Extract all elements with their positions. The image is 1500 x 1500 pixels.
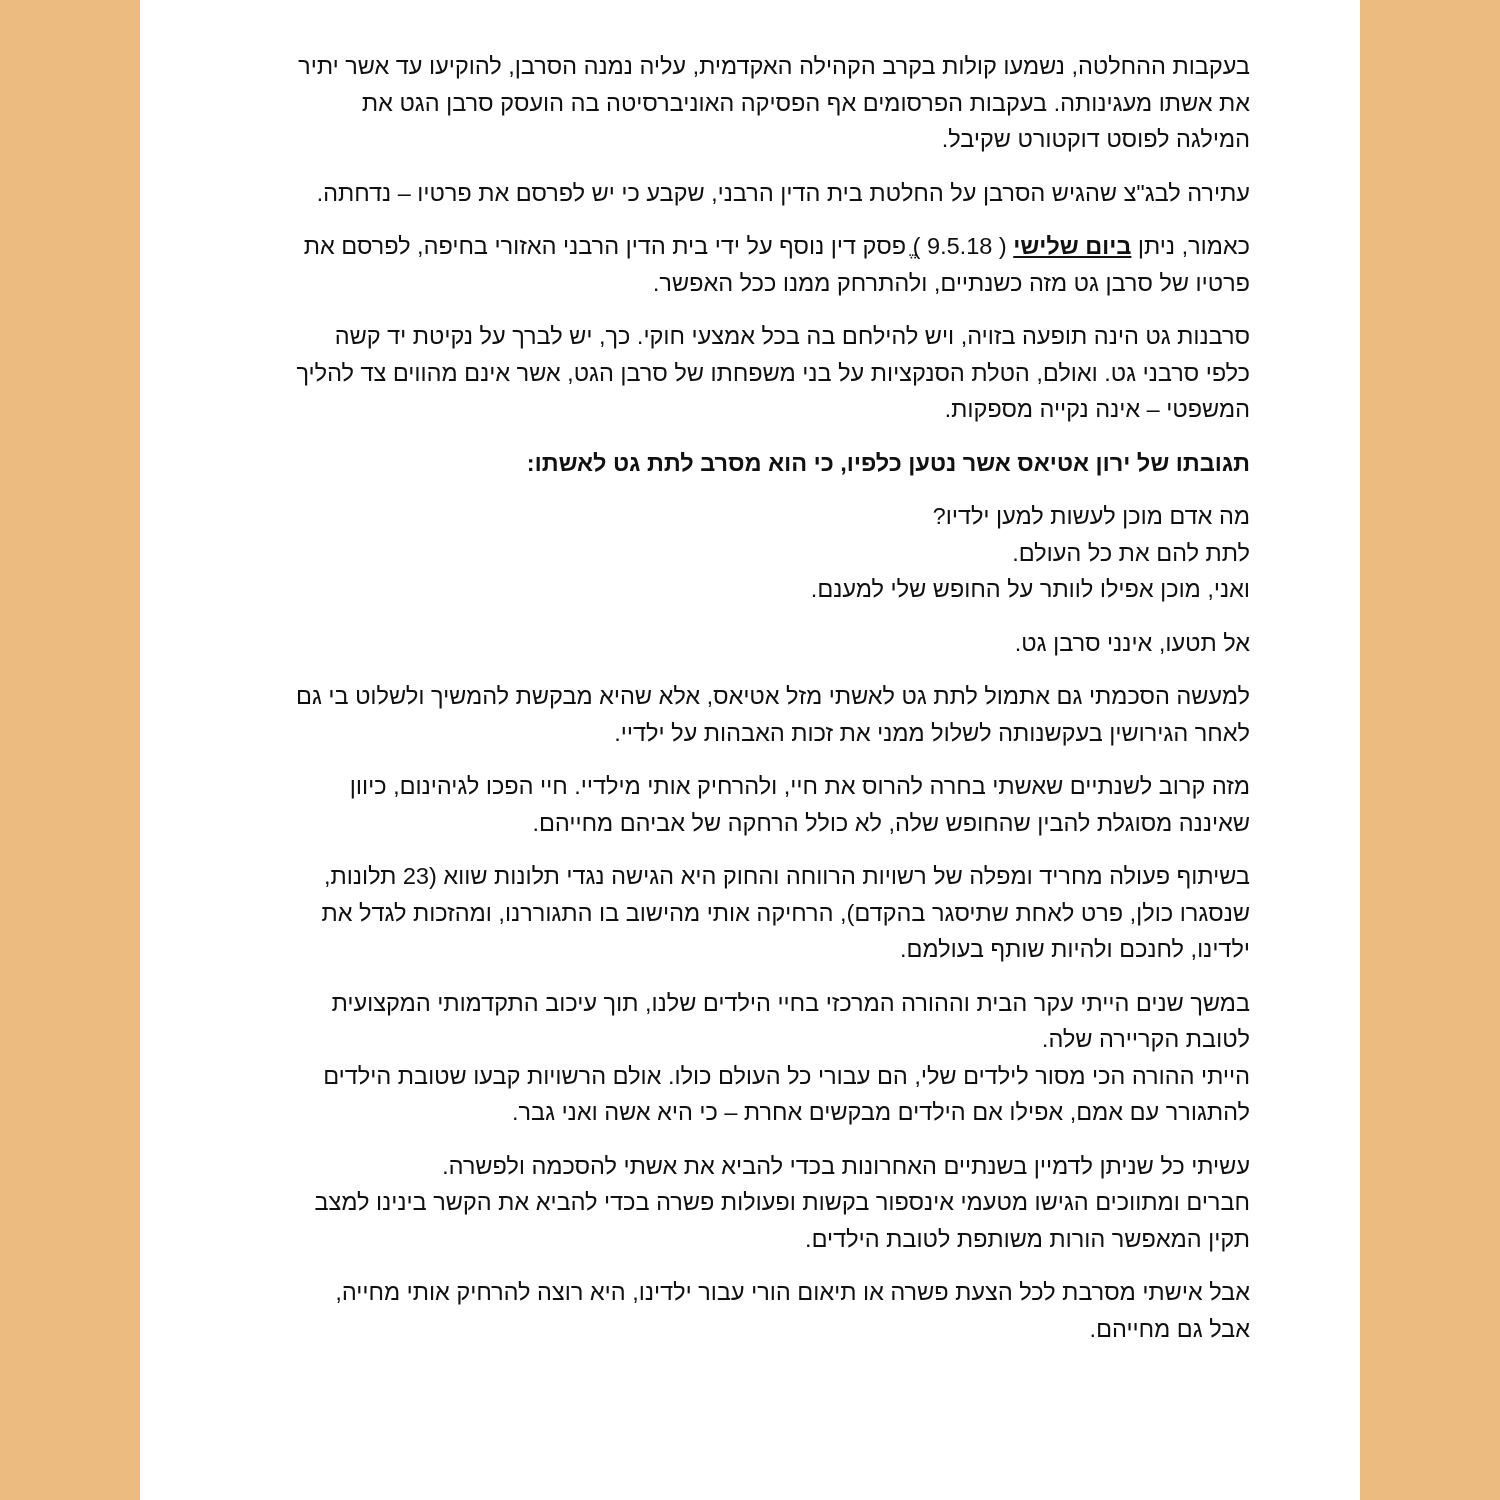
paragraph-wife-refuses: אבל אישתי מסרבת לכל הצעת פשרה או תיאום הורי עבור ילדינו, היא רוצה להרחיק אותי מחייה, אבל גם מחייהם. <box>335 1279 1250 1342</box>
paragraph-primary-parent <box>290 985 1250 1131</box>
primary-parent-line: הייתי ההורה הכי מסור לילדים שלי, הם עבורי כל העולם כולו. אולם הרשויות קבעו שטובת הילדים להתגורר עם אמם, אפילו אם הילדים מבקשים אחרת – כי היא אשה ואני גבר. <box>323 1062 1250 1125</box>
ruling-date-emphasis: ביום שלישי <box>1013 233 1132 259</box>
paragraph-false-complaints: בשיתוף פעולה מחריד ומפלה של רשויות הרווחה והחוק היא הגישה נגדי תלונות שווא (23 תלונות, שנסגרו כולן, פרט לאחת שתיסגר בהקדם), הרחיקה אותי מהישוב בו התגוררנו, ומהזכות לגדל את ילדינו, לחנכם ולהיות שותף בעולמם. <box>321 863 1250 962</box>
ruling-prefix: כאמור, ניתן <box>1131 233 1250 259</box>
quote-line: לתת להם את כל העולם. <box>1012 539 1250 566</box>
paragraph-petition-rejected: עתירה לבג"צ שהגיש הסרבן על החלטת בית הדין הרבני, שקבע כי יש לפרסם את פרטיו – נדחתה. <box>316 179 1250 206</box>
compromise-line: עשיתי כל שניתן לדמיין בשנתיים האחרונות בכדי להביא את אשתי להסכמה ולפשרה. <box>442 1152 1250 1179</box>
paragraph-not-refuser: אל תטעו, אינני סרבן גט. <box>1014 629 1250 656</box>
paragraph-agreed-yesterday: למעשה הסכמתי גם אתמול לתת גט לאשתי מזל אטיאס, אלא שהיא מבקשת להמשיך ולשלוט בי גם לאחר הגירושין בעקשנותה לשלול ממני את זכות האבהות על ילדיי. <box>296 683 1250 746</box>
quote-line: מה אדם מוכן לעשות למען ילדיו? <box>932 503 1250 529</box>
response-heading: תגובתו של ירון אטיאס אשר נטען כלפיו, כי הוא מסרב לתת גט לאשתו: <box>526 449 1250 476</box>
document-body <box>290 48 1250 1364</box>
document-page <box>140 0 1360 1500</box>
paragraph-two-years: מזה קרוב לשנתיים שאשתי בחרה להרוס את חיי, ולהרחיק אותי מילדיי. חיי הפכו לגיהינום, כיוון שאיננה מסוגלת להבין שהחופש שלה, לא כולל הרחקה של אביהם מחייהם. <box>349 773 1250 836</box>
paragraph-academic-reaction: בעקבות ההחלטה, נשמעו קולות בקרב הקהילה האקדמית, עליה נמנה הסרבן, להוקיעו עד אשר יתיר את אשתו מעגינותה. בעקבות הפרסומים אף הפסיקה האוניברסיטה בה הועסק סרבן הגט את המילגה לפוסט דוקטורט שקיבל. <box>298 53 1250 152</box>
primary-parent-line: במשך שנים הייתי עקר הבית וההורה המרכזי בחיי הילדים שלנו, תוך עיכוב התקדמותי המקצועית לטובת הקריירה שלה. <box>331 989 1250 1052</box>
quote-block <box>290 498 1250 608</box>
compromise-line: חברים ומתווכים הגישו מטעמי אינספור בקשות ופעולות פשרה בכדי להביא את הקשר בינינו למצב תקין המאפשר הורות משותפת לטובת הילדים. <box>314 1189 1250 1252</box>
paragraph-compromise-attempts <box>290 1148 1250 1258</box>
paragraph-new-ruling <box>290 228 1250 301</box>
ruling-suffix: ( 9.5.18 )ֱ פסק דין נוסף על ידי בית הדין הרבני האזורי בחיפה, לפרסם את פרטיו של סרבן גט מזה כשנתיים, ולהתרחק ממנו ככל האפשר. <box>303 233 1250 296</box>
paragraph-sanctions-opinion: סרבנות גט הינה תופעה בזויה, ויש להילחם בה בכל אמצעי חוקי. כך, יש לברך על נקיטת יד קשה כלפי סרבני גט. ואולם, הטלת הסנקציות על בני משפחתו של סרבן הגט, אשר אינם מהווים צד להליך המשפטי – אינה נקייה מספקות. <box>296 323 1250 422</box>
quote-line: ואני, מוכן אפילו לוותר על החופש שלי למענם. <box>810 576 1250 602</box>
